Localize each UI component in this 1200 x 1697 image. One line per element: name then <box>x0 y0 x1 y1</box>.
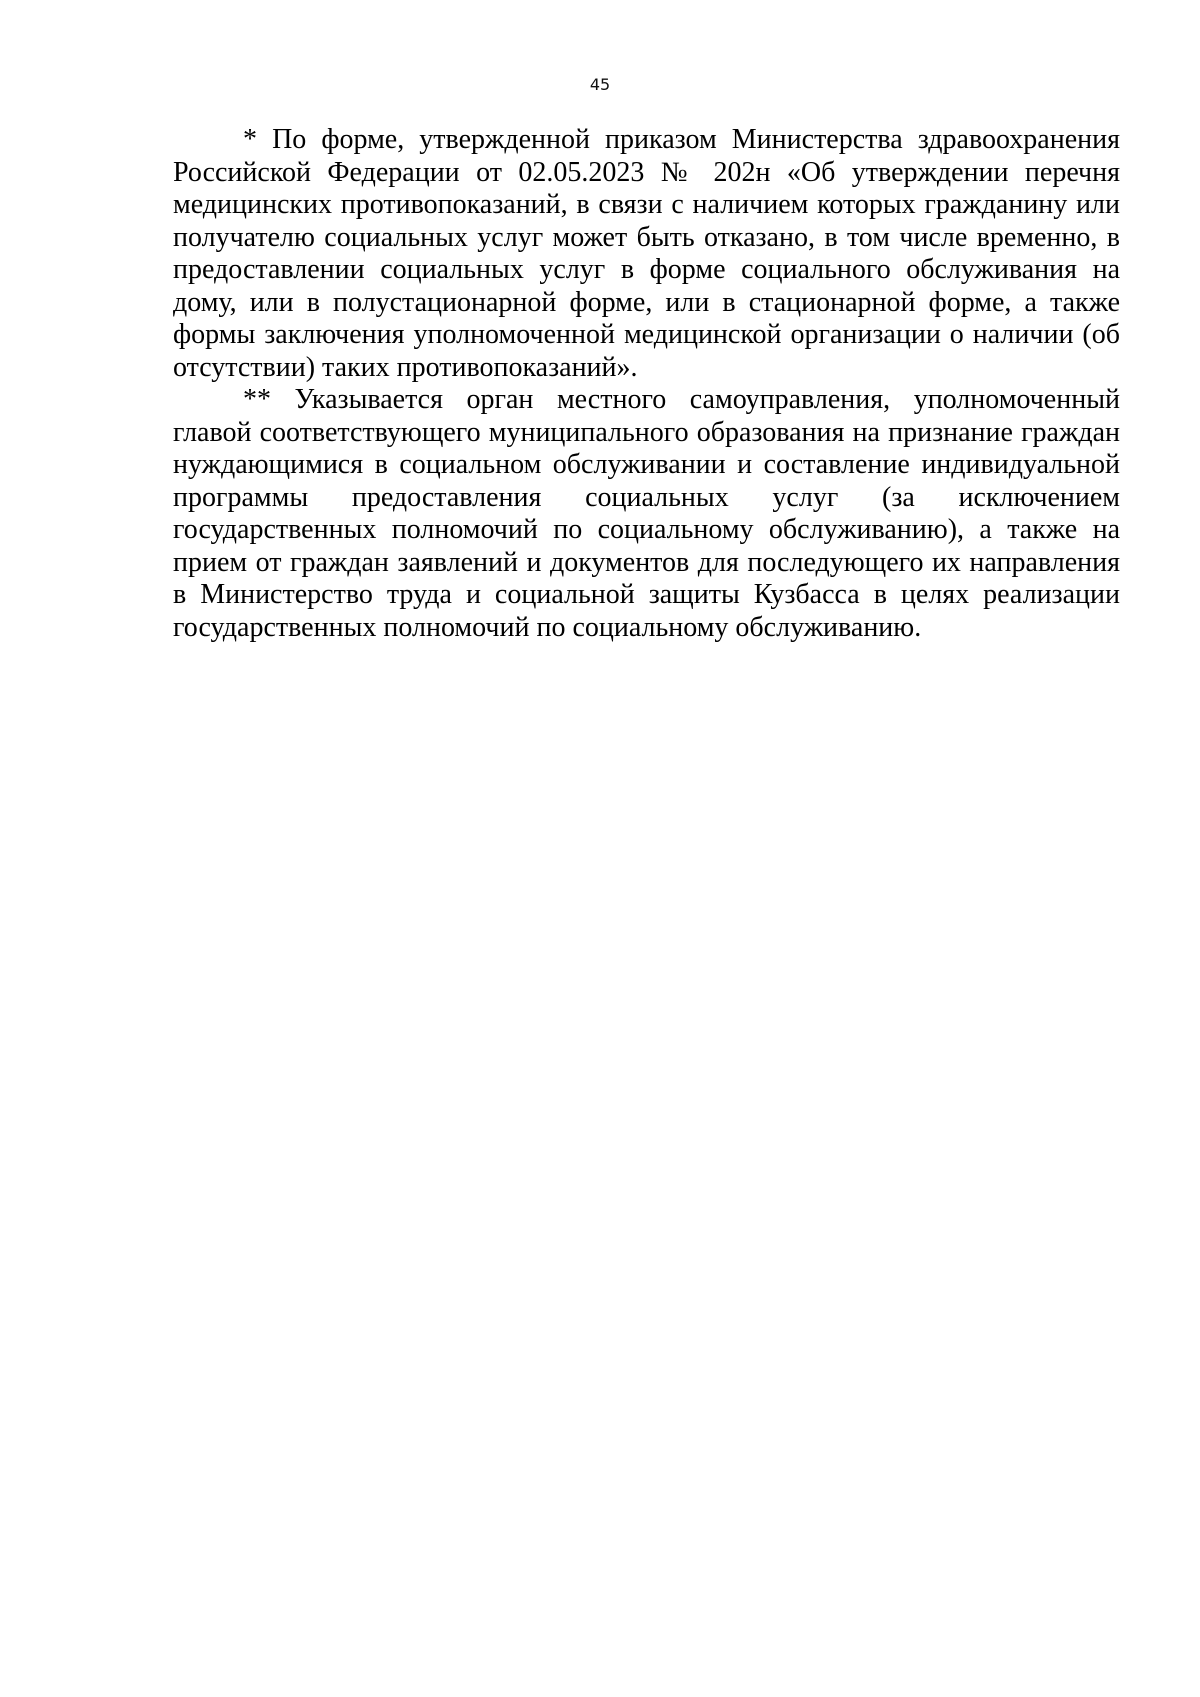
page-number: 45 <box>589 75 611 94</box>
footnote-1: * По форме, утвержденной приказом Министерства здравоохранения Российской Федерации от 02.05.2023 № 202н «Об утверждении перечня медицинских противопоказаний, в связи с наличием которых гражданину или получателю социальных услуг может быть отказано, в том числе временно, в предоставлении социальных услуг в форме социального обслуживания на дому, или в полустационарной форме, или в стационарной форме, а также формы заключения уполномоченной медицинской организации о наличии (об отсутствии) таких противопоказаний». <box>173 124 1120 383</box>
footnotes-block <box>173 124 1120 644</box>
footnote-2: ** Указывается орган местного самоуправления, уполномоченный главой соответствующего муниципального образования на признание граждан нуждающимися в социальном обслуживании и составление индивидуальной программы предоставления социальных услуг (за исключением государственных полномочий по социальному обслуживанию), а также на прием от граждан заявлений и документов для последующего их направления в Министерство труда и социальной защиты Кузбасса в целях реализации государственных полномочий по социальному обслуживанию. <box>173 384 1120 643</box>
